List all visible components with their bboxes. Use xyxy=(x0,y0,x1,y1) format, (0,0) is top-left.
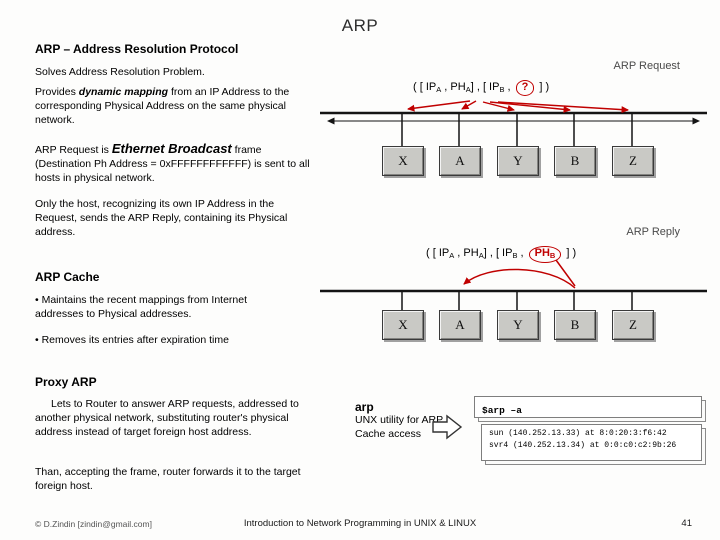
formula-segment: , PH xyxy=(454,247,479,259)
host-box xyxy=(612,146,654,176)
formula-segment: ( [ IP xyxy=(413,81,437,93)
formula-subscript: A xyxy=(478,251,484,260)
arp-reply-label: ARP Reply xyxy=(626,226,680,238)
reply-host-risers xyxy=(402,292,632,310)
terminal-window-command xyxy=(474,396,702,418)
text-segment-emph: dynamic mapping xyxy=(78,86,169,98)
formula-segment: ] , [ IP xyxy=(483,247,513,259)
formula-subscript: A xyxy=(449,251,455,260)
host-box xyxy=(554,310,596,340)
arp-request-formula xyxy=(413,80,549,96)
formula-subscript: B xyxy=(549,251,556,260)
host-box xyxy=(497,146,539,176)
host-label: Z xyxy=(629,153,637,168)
request-host-risers xyxy=(402,114,632,146)
terminal-output-line: sun (140.252.13.33) at 8:0:20:3:f6:42 xyxy=(489,429,667,438)
paragraph-provides xyxy=(35,86,307,128)
heading-arp: ARP – Address Resolution Protocol xyxy=(35,42,239,56)
formula-segment: , xyxy=(504,81,514,93)
formula-subscript: A xyxy=(465,85,471,94)
arp-reply-diagram xyxy=(318,252,710,314)
footer-author: © D.Zindin [zindin@gmail.com] xyxy=(35,519,152,529)
paragraph-request xyxy=(35,140,313,186)
host-box xyxy=(382,146,424,176)
host-label: Z xyxy=(629,317,637,332)
paragraph-proxy-than: Than, accepting the frame, router forwards it to the target foreign host. xyxy=(35,466,301,492)
arp-tool-desc: UNX utility for ARP Cache access xyxy=(355,414,443,440)
unknown-ph-circled: ? xyxy=(516,80,535,96)
formula-segment: ] ) xyxy=(536,81,550,93)
formula-segment: PH xyxy=(534,247,550,259)
formula-segment: , PH xyxy=(441,81,466,93)
host-box xyxy=(554,146,596,176)
host-label: B xyxy=(570,153,580,168)
broadcast-arrows xyxy=(408,101,628,110)
bullet-cache-removes: • Removes its entries after expiration time xyxy=(35,334,229,346)
page-number: 41 xyxy=(681,518,692,529)
host-label: X xyxy=(398,153,408,168)
host-box xyxy=(382,310,424,340)
formula-segment: ] ) xyxy=(563,247,577,259)
reply-arrow xyxy=(464,260,575,288)
terminal-window-output xyxy=(481,424,702,461)
host-box xyxy=(439,310,481,340)
host-box xyxy=(497,310,539,340)
text-segment: ARP Request is xyxy=(35,144,112,156)
text-segment: Provides xyxy=(35,86,79,98)
formula-segment: ] , [ IP xyxy=(470,81,500,93)
bullet-cache-maintains: • Maintains the recent mappings from Internet addresses to Physical addresses. xyxy=(35,294,248,320)
terminal-command: $arp –a xyxy=(482,405,522,416)
host-label: B xyxy=(570,317,580,332)
formula-subscript: A xyxy=(436,85,442,94)
page-title: ARP xyxy=(341,16,379,35)
formula-segment: , xyxy=(517,247,527,259)
host-label: A xyxy=(455,153,465,168)
arp-tool-note xyxy=(355,400,443,442)
host-box xyxy=(612,310,654,340)
arp-tool-name: arp xyxy=(355,400,374,414)
paragraph-proxy-lets: Lets to Router to answer ARP requests, addressed to another physical network, substituting router's physical address instead of target foreign host address. xyxy=(35,398,299,438)
paragraph-solves: Solves Address Resolution Problem. xyxy=(35,66,205,78)
heading-proxy-arp: Proxy ARP xyxy=(35,375,97,389)
host-label: Y xyxy=(513,317,523,332)
request-bus-line xyxy=(320,113,707,121)
formula-subscript: B xyxy=(512,251,518,260)
host-label: A xyxy=(455,317,465,332)
text-segment-emph: Ethernet Broadcast xyxy=(111,141,232,156)
footer-course-title: Introduction to Network Programming in UNIX & LINUX xyxy=(243,518,477,529)
formula-segment: ( [ IP xyxy=(426,247,450,259)
terminal-output-line: svr4 (140.252.13.34) at 0:0:c0:c2:9b:26 xyxy=(489,441,677,451)
paragraph-only-host: Only the host, recognizing its own IP Address in the Request, sends the ARP Reply, containing its Physical address. xyxy=(35,198,288,238)
host-label: X xyxy=(398,317,408,332)
text-segment: from an IP Address to the corresponding Physical Address on the same physical network. xyxy=(35,86,290,126)
formula-subscript: B xyxy=(499,85,505,94)
text-segment: frame (Destination Ph Address = 0xFFFFFFFFFFFF) is sent to all hosts in physical network. xyxy=(35,144,310,184)
block-arrow-icon xyxy=(432,414,464,440)
host-label: Y xyxy=(513,153,523,168)
arp-request-label: ARP Request xyxy=(613,60,680,72)
host-box xyxy=(439,146,481,176)
heading-arp-cache: ARP Cache xyxy=(35,270,100,284)
